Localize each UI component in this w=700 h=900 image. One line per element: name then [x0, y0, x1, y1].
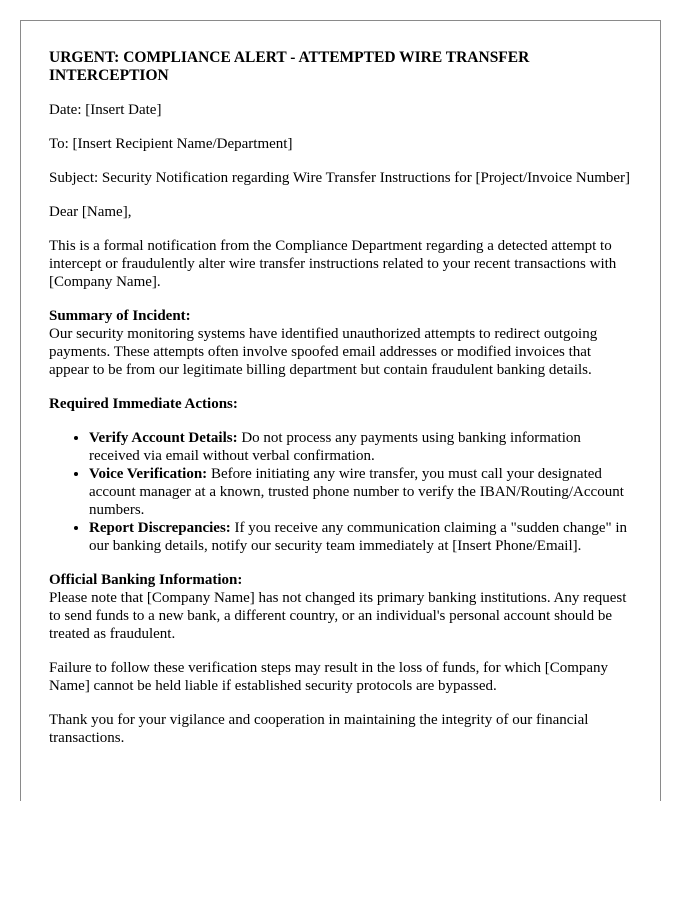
- salutation: Dear [Name],: [49, 204, 132, 220]
- action-text: Do not process any payments using banking information received via email without verbal confirmation.: [89, 430, 581, 464]
- to-line: To: [Insert Recipient Name/Department]: [49, 136, 293, 152]
- banking-body: Please note that [Company Name] has not changed its primary banking institutions. Any request to send funds to a new bank, a different country, or an individual's personal account should be treated as fraudulent.: [49, 590, 627, 642]
- closing-paragraph: Thank you for your vigilance and cooperation in maintaining the integrity of our financial transactions.: [49, 712, 589, 746]
- subject-line: Subject: Security Notification regarding Wire Transfer Instructions for [Project/Invoice Number]: [49, 170, 631, 186]
- summary-heading: Summary of Incident:: [49, 308, 191, 324]
- list-item: [89, 429, 634, 465]
- actions-heading: Required Immediate Actions:: [49, 396, 238, 412]
- banking-heading: Official Banking Information:: [49, 572, 243, 588]
- list-item: [89, 465, 634, 519]
- action-text: If you receive any communication claiming a "sudden change" in our banking details, notify our security team immediately at [Insert Phone/Email].: [89, 520, 628, 554]
- date-line: Date: [Insert Date]: [49, 102, 162, 118]
- document-page: [20, 20, 661, 801]
- list-item: [89, 519, 634, 555]
- action-label: Report Discrepancies:: [89, 520, 231, 536]
- summary-body: Our security monitoring systems have identified unauthorized attempts to redirect outgoing payments. These attempts often involve spoofed email addresses or modified invoices that appear to be from our legitimate billing department but contain fraudulent banking details.: [49, 326, 598, 378]
- failure-paragraph: Failure to follow these verification steps may result in the loss of funds, for which [Company Name] cannot be held liable if established security protocols are bypassed.: [49, 660, 609, 694]
- intro-paragraph: This is a formal notification from the Compliance Department regarding a detected attempt to intercept or fraudulently alter wire transfer instructions related to your recent transactions with [Company Name].: [49, 238, 617, 290]
- action-text: Before initiating any wire transfer, you must call your designated account manager at a known, trusted phone number to verify the IBAN/Routing/Account numbers.: [89, 466, 624, 518]
- action-label: Voice Verification:: [89, 466, 208, 482]
- actions-list: [49, 429, 634, 555]
- document-content: [49, 49, 634, 763]
- action-label: Verify Account Details:: [89, 430, 238, 446]
- document-title: URGENT: COMPLIANCE ALERT - ATTEMPTED WIRE TRANSFER INTERCEPTION: [49, 49, 530, 84]
